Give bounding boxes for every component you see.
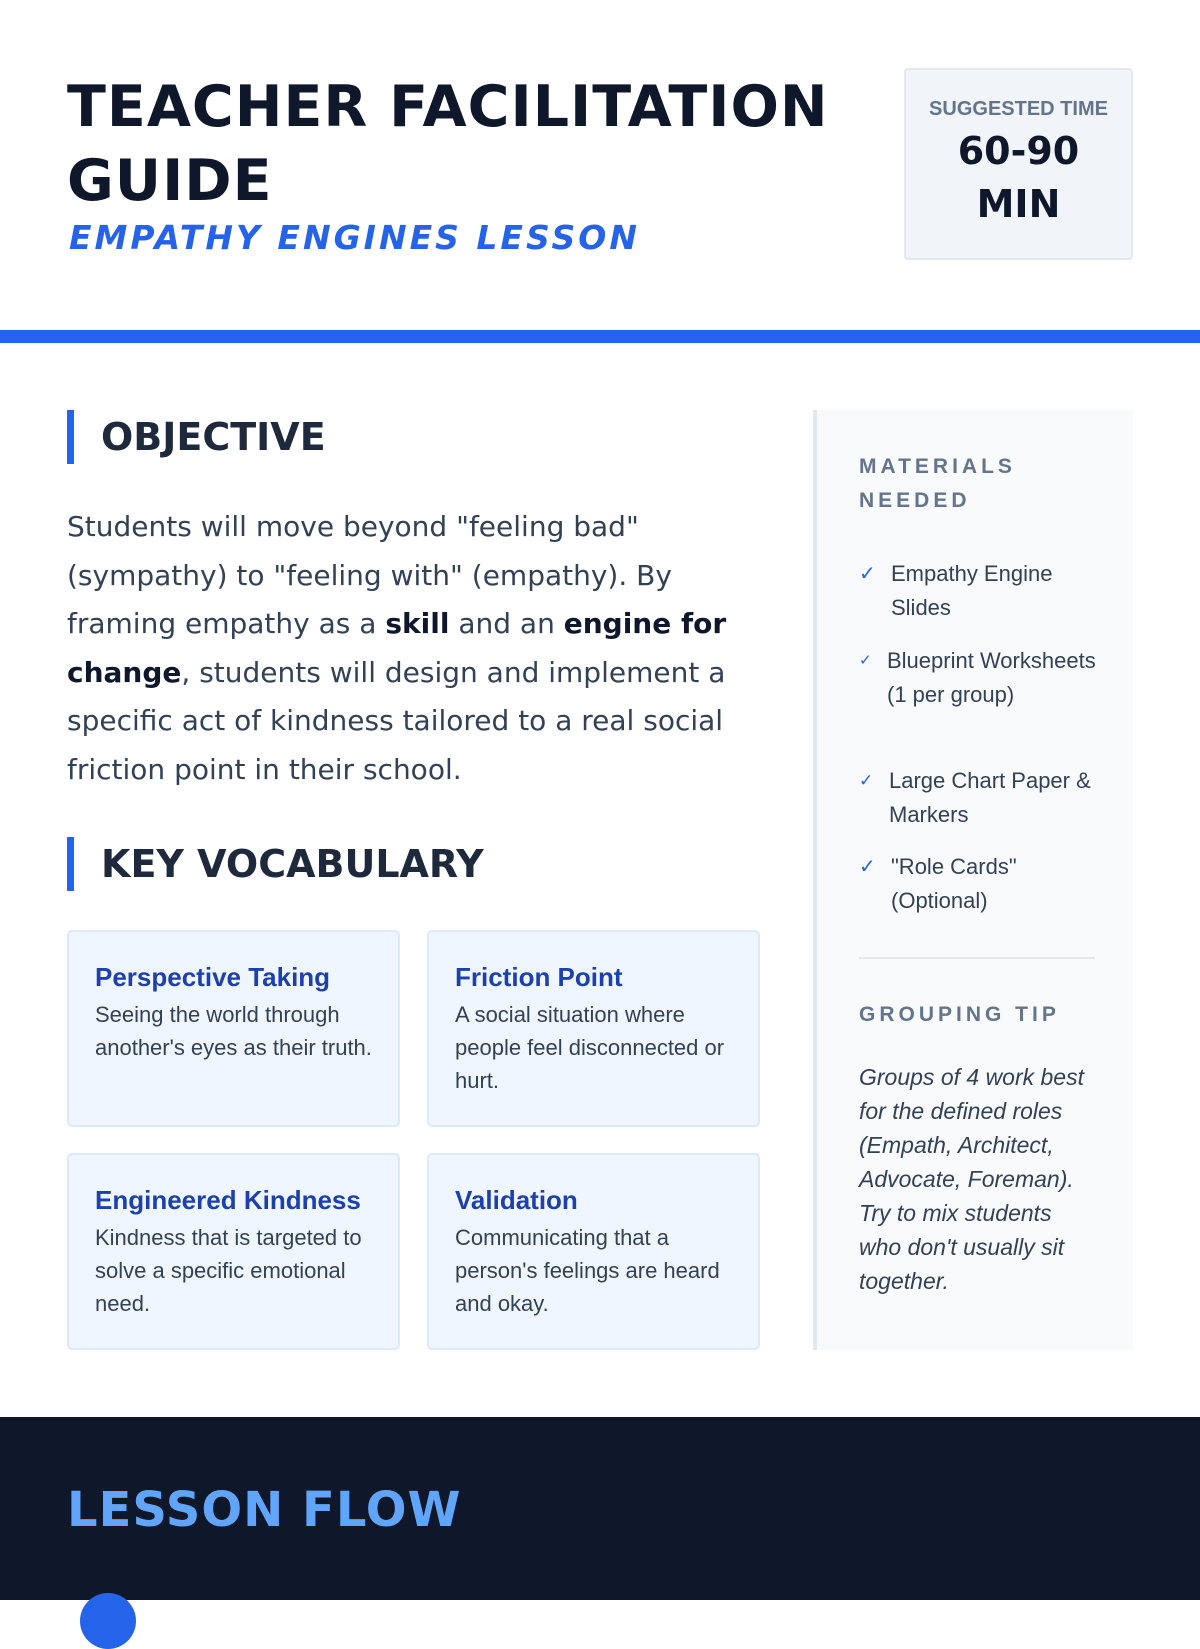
material-item xyxy=(859,764,1099,832)
materials-sidebar xyxy=(813,410,1133,1350)
check-icon: ✓ xyxy=(859,771,874,790)
vocab-term: Engineered Kindness xyxy=(95,1185,361,1215)
material-label: Blueprint Worksheets (1 per group) xyxy=(887,648,1096,707)
check-icon: ✓ xyxy=(859,563,876,585)
objective-text-part-2: and an xyxy=(449,607,564,640)
vocab-term: Validation xyxy=(455,1185,578,1215)
page-subtitle: EMPATHY ENGINES LESSON xyxy=(69,218,640,257)
sidebar-divider xyxy=(859,957,1095,959)
time-value-line-2: MIN xyxy=(976,182,1061,226)
vocab-definition: Kindness that is targeted to solve a specific emotional need. xyxy=(95,1225,362,1316)
title-line-1: TEACHER FACILITATION xyxy=(67,74,829,140)
objective-bold-skill: skill xyxy=(385,607,450,640)
objective-text-part-1: Students will move beyond "feeling bad" (sympathy) to "feeling with" (empathy). By framing empathy as a xyxy=(67,510,672,640)
title-line-2: GUIDE xyxy=(67,148,273,214)
page-title xyxy=(67,70,867,218)
material-item xyxy=(859,850,1099,918)
step-marker-icon xyxy=(80,1593,136,1649)
materials-label-line-1: MATERIALS xyxy=(859,455,1016,478)
vocab-term: Perspective Taking xyxy=(95,962,331,992)
check-icon: ✓ xyxy=(859,652,872,669)
vocab-card xyxy=(427,930,760,1127)
vocab-definition: Seeing the world through another's eyes as their truth. xyxy=(95,1002,372,1060)
suggested-time-label: SUGGESTED TIME xyxy=(929,98,1108,120)
page-header xyxy=(0,0,1200,330)
suggested-time-box xyxy=(904,68,1133,260)
header-divider xyxy=(0,330,1200,343)
vocabulary-heading: KEY VOCABULARY xyxy=(67,837,484,891)
objective-text-part-3: , students will design and implement a specific act of kindness tailored to a real social friction point in their school. xyxy=(67,655,726,786)
objective-heading: OBJECTIVE xyxy=(67,410,326,464)
time-value-line-1: 60-90 xyxy=(957,129,1080,173)
grouping-tip-text: Groups of 4 work best for the defined roles (Empath, Architect, Advocate, Foreman). Try to mix students who don't usually sit together. xyxy=(859,1064,1084,1294)
lesson-flow-section xyxy=(0,1417,1200,1600)
material-item xyxy=(859,644,1099,712)
suggested-time-value xyxy=(906,125,1131,231)
material-label: Large Chart Paper & Markers xyxy=(889,768,1091,827)
materials-label xyxy=(859,450,1016,518)
vocab-definition: Communicating that a person's feelings are heard and okay. xyxy=(455,1225,720,1316)
vocab-card xyxy=(427,1153,760,1350)
objective-bold-engine: engine for change xyxy=(67,607,727,689)
check-icon: ✓ xyxy=(859,856,876,878)
material-label: Empathy Engine Slides xyxy=(891,561,1053,620)
lesson-flow-heading: LESSON FLOW xyxy=(67,1482,462,1538)
objective-text xyxy=(67,503,747,794)
vocab-card xyxy=(67,1153,400,1350)
grouping-tip-label: GROUPING TIP xyxy=(859,1003,1060,1026)
vocab-term: Friction Point xyxy=(455,962,623,992)
vocab-card xyxy=(67,930,400,1127)
material-label: "Role Cards" (Optional) xyxy=(891,854,1017,913)
materials-label-line-2: NEEDED xyxy=(859,489,971,512)
material-item xyxy=(859,557,1099,625)
vocab-definition: A social situation where people feel disconnected or hurt. xyxy=(455,1002,725,1093)
